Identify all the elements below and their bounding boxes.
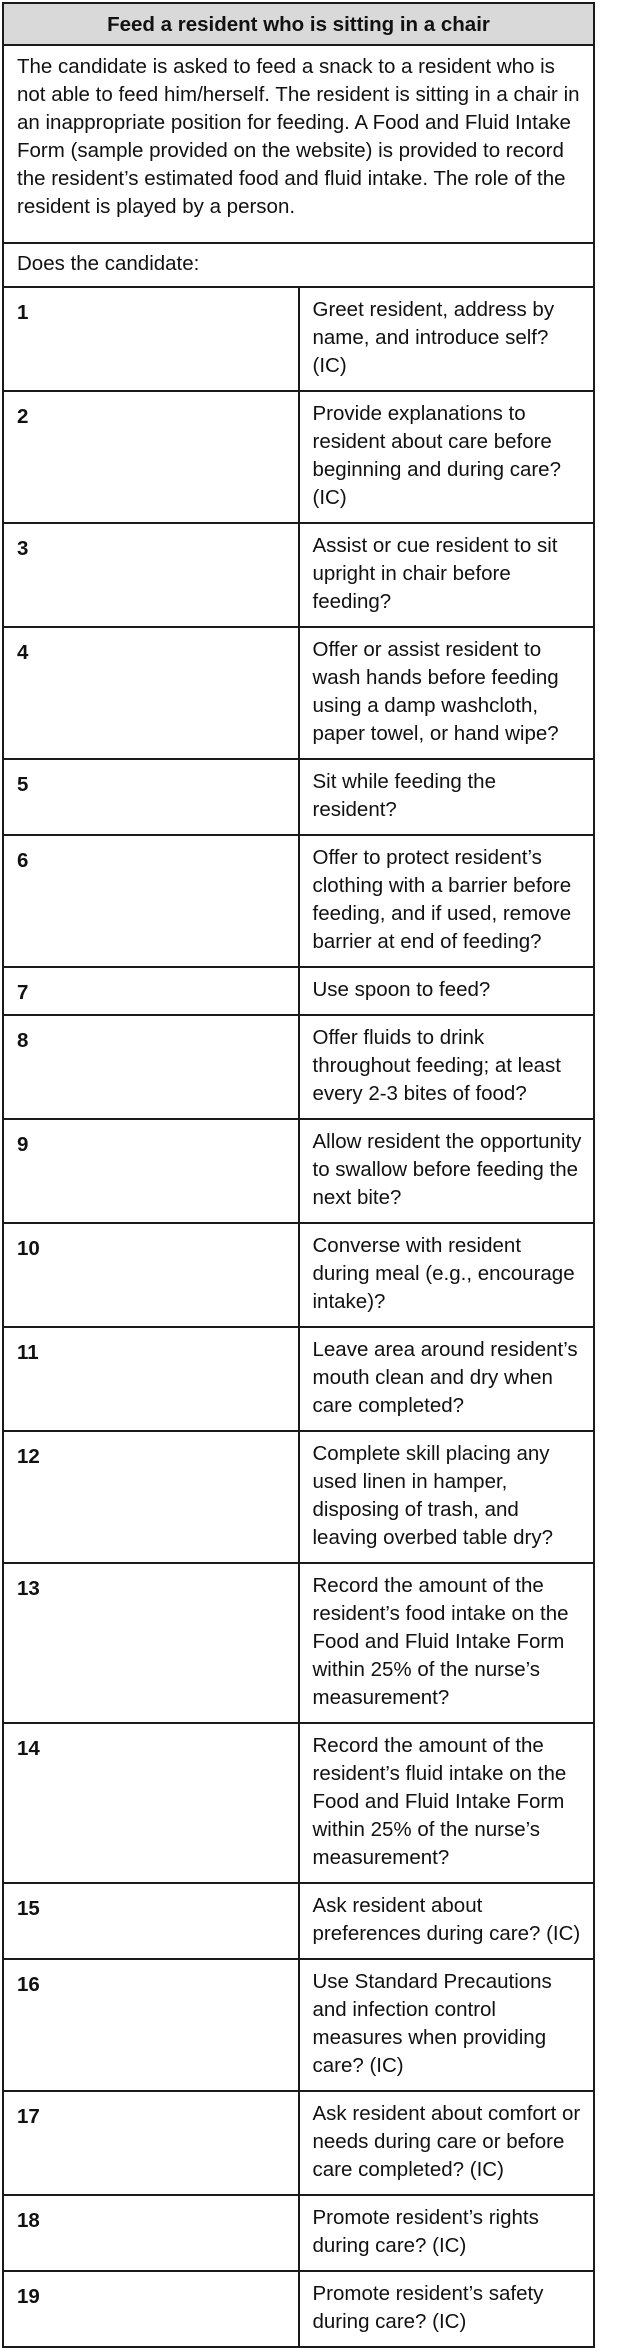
step-text: Leave area around resident’s mouth clean and dry when care completed? xyxy=(299,1327,595,1431)
step-number: 5 xyxy=(3,759,299,835)
step-row xyxy=(3,1723,594,1883)
step-row xyxy=(3,1883,594,1959)
step-row xyxy=(3,2271,594,2347)
step-number: 7 xyxy=(3,967,299,1015)
step-row xyxy=(3,287,594,391)
checklist-body xyxy=(3,3,594,2347)
step-row xyxy=(3,2091,594,2195)
step-number: 12 xyxy=(3,1431,299,1563)
step-text: Ask resident about comfort or needs during care or before care completed? (IC) xyxy=(299,2091,595,2195)
step-text: Use Standard Precautions and infection control measures when providing care? (IC) xyxy=(299,1959,595,2091)
step-number: 16 xyxy=(3,1959,299,2091)
step-row xyxy=(3,523,594,627)
step-number: 14 xyxy=(3,1723,299,1883)
step-number: 13 xyxy=(3,1563,299,1723)
step-row xyxy=(3,835,594,967)
step-number: 11 xyxy=(3,1327,299,1431)
step-number: 1 xyxy=(3,287,299,391)
step-text: Promote resident’s rights during care? (IC) xyxy=(299,2195,595,2271)
step-row xyxy=(3,1327,594,1431)
step-row xyxy=(3,1015,594,1119)
step-number: 8 xyxy=(3,1015,299,1119)
skill-title: Feed a resident who is sitting in a chair xyxy=(107,13,490,36)
step-row xyxy=(3,1223,594,1327)
step-text: Offer to protect resident’s clothing with a barrier before feeding, and if used, remove barrier at end of feeding? xyxy=(299,835,595,967)
step-text: Promote resident’s safety during care? (IC) xyxy=(299,2271,595,2347)
intro-text: The candidate is asked to feed a snack to a resident who is not able to feed him/herself. The resident is sitting in a chair in an inappropriate position for feeding. A Food and Fluid Intake Form (sample provided on the website) is provided to record the resident’s estimated food and fluid intake. The role of the resident is played by a person. xyxy=(3,45,594,243)
step-row xyxy=(3,1563,594,1723)
step-row xyxy=(3,759,594,835)
step-row xyxy=(3,1959,594,2091)
step-text: Allow resident the opportunity to swallow before feeding the next bite? xyxy=(299,1119,595,1223)
step-number: 3 xyxy=(3,523,299,627)
step-row xyxy=(3,627,594,759)
step-text: Use spoon to feed? xyxy=(299,967,595,1015)
step-number: 2 xyxy=(3,391,299,523)
skill-checklist-table xyxy=(2,2,595,2348)
step-text: Offer or assist resident to wash hands before feeding using a damp washcloth, paper towel, or hand wipe? xyxy=(299,627,595,759)
step-text: Provide explanations to resident about care before beginning and during care? (IC) xyxy=(299,391,595,523)
step-text: Record the amount of the resident’s fluid intake on the Food and Fluid Intake Form within 25% of the nurse’s measurement? xyxy=(299,1723,595,1883)
prompt-row xyxy=(3,243,594,287)
step-row xyxy=(3,1431,594,1563)
step-text: Offer fluids to drink throughout feeding; at least every 2-3 bites of food? xyxy=(299,1015,595,1119)
title-cell xyxy=(3,3,594,45)
step-number: 19 xyxy=(3,2271,299,2347)
title-row xyxy=(3,3,594,45)
step-row xyxy=(3,967,594,1015)
step-row xyxy=(3,2195,594,2271)
step-row xyxy=(3,1119,594,1223)
step-text: Converse with resident during meal (e.g., encourage intake)? xyxy=(299,1223,595,1327)
step-number: 4 xyxy=(3,627,299,759)
step-number: 17 xyxy=(3,2091,299,2195)
step-text: Record the amount of the resident’s food intake on the Food and Fluid Intake Form within 25% of the nurse’s measurement? xyxy=(299,1563,595,1723)
step-number: 6 xyxy=(3,835,299,967)
step-number: 10 xyxy=(3,1223,299,1327)
step-text: Complete skill placing any used linen in hamper, disposing of trash, and leaving overbed table dry? xyxy=(299,1431,595,1563)
step-text: Sit while feeding the resident? xyxy=(299,759,595,835)
step-number: 9 xyxy=(3,1119,299,1223)
step-row xyxy=(3,391,594,523)
step-number: 15 xyxy=(3,1883,299,1959)
intro-row xyxy=(3,45,594,243)
step-text: Greet resident, address by name, and introduce self? (IC) xyxy=(299,287,595,391)
step-text: Assist or cue resident to sit upright in chair before feeding? xyxy=(299,523,595,627)
prompt-text: Does the candidate: xyxy=(3,243,594,287)
step-text: Ask resident about preferences during care? (IC) xyxy=(299,1883,595,1959)
step-number: 18 xyxy=(3,2195,299,2271)
